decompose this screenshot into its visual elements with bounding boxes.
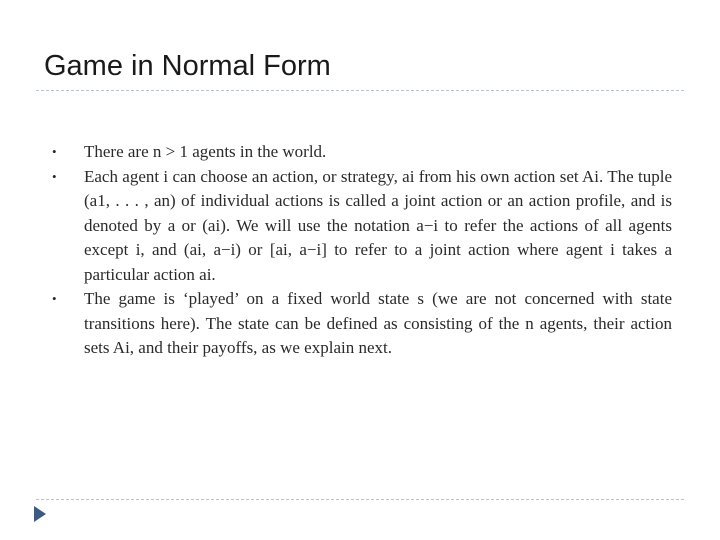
bullet-text: The game is ‘played’ on a fixed world state s (we are not concerned with state transitions here). The state can be defined as consisting of the n agents, their action sets Ai, and their payoffs, as we explain next. bbox=[84, 289, 672, 357]
bullet-item-1 bbox=[50, 140, 672, 165]
bullet-text: Each agent i can choose an action, or strategy, ai from his own action set Ai. The tuple (a1, . . . , an) of individual actions is called a joint action or an action profile, and is denoted by a or (ai). We will use the notation a−i to refer the actions of all agents except i, and (ai, a−i) or [ai, a−i] to refer to a joint action where agent i takes a particular action ai. bbox=[84, 166, 672, 284]
bullet-list bbox=[50, 140, 672, 361]
bullet-marker: • bbox=[52, 291, 57, 306]
bullet-marker: • bbox=[52, 168, 57, 184]
bullet-item-2 bbox=[50, 165, 672, 288]
bullet-item-3 bbox=[50, 287, 672, 361]
bullet-text: There are n > 1 agents in the world. bbox=[84, 142, 327, 161]
bullet-marker: • bbox=[52, 144, 57, 159]
title-divider bbox=[36, 90, 684, 91]
slide-title: Game in Normal Form bbox=[44, 50, 331, 82]
play-arrow-icon[interactable] bbox=[34, 506, 46, 522]
footer-divider bbox=[36, 499, 684, 500]
